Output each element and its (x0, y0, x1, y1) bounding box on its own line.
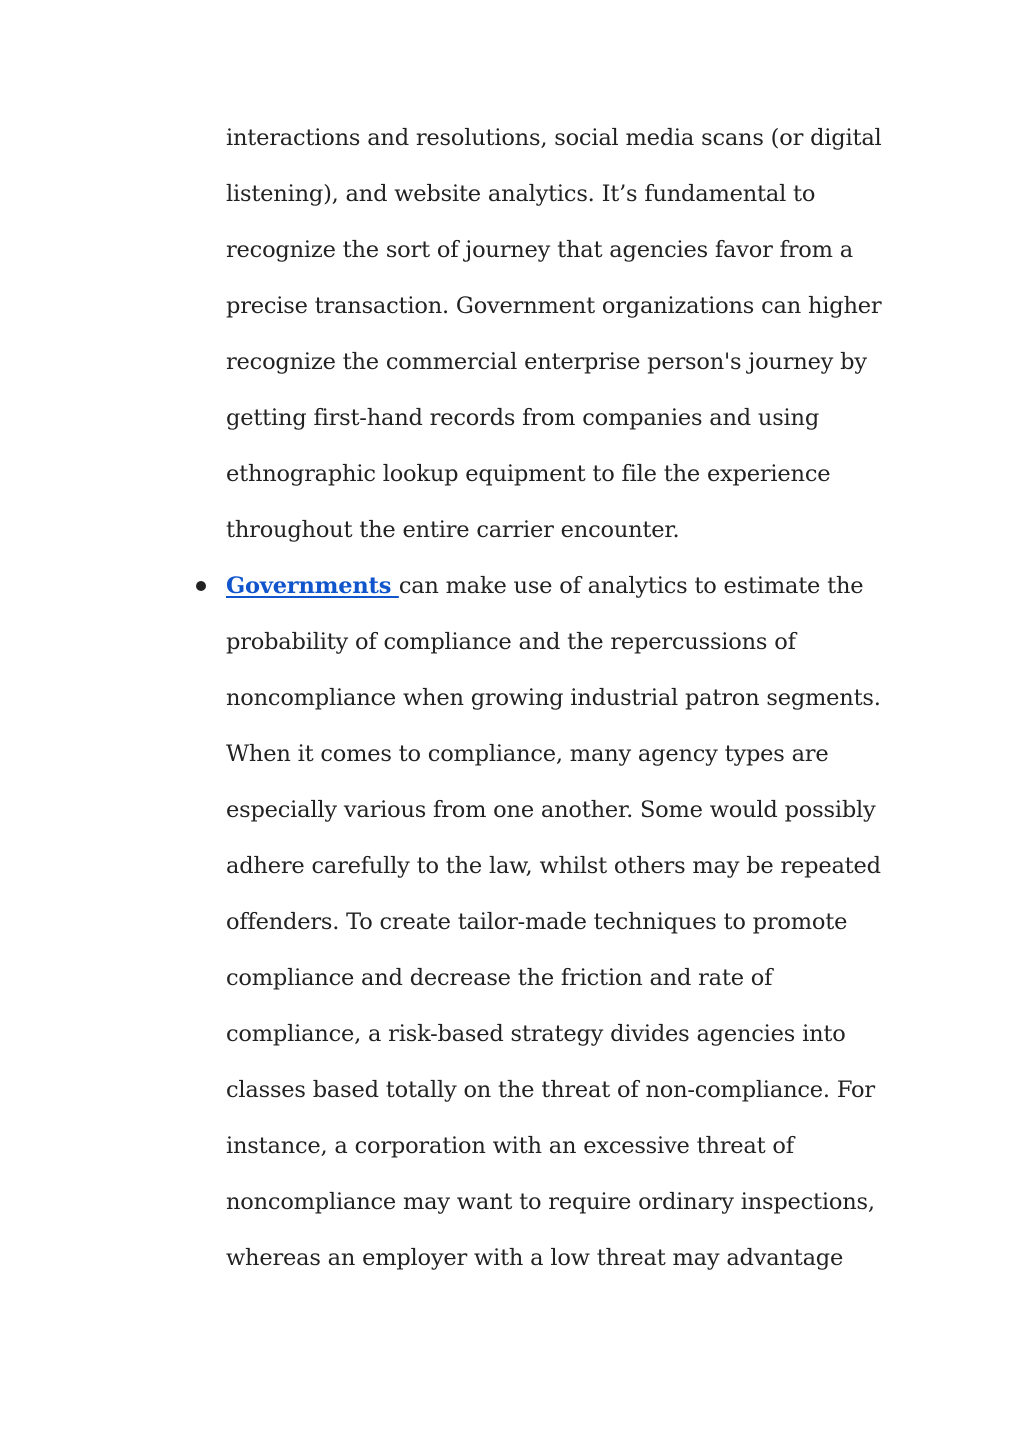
text-line: compliance and decrease the friction and rate of (226, 965, 773, 991)
bullet-point-icon (196, 581, 206, 591)
text-line: adhere carefully to the law, whilst others may be repeated (226, 853, 881, 879)
governments-link[interactable]: Governments (226, 573, 399, 599)
bullet-item-governments (226, 558, 906, 1286)
text-line: interactions and resolutions, social media scans (or digital (226, 125, 882, 151)
text-line: When it comes to compliance, many agency types are (226, 741, 829, 767)
text-line: offenders. To create tailor-made techniques to promote (226, 909, 848, 935)
text-line: precise transaction. Government organizations can higher (226, 293, 882, 319)
text-line: listening), and website analytics. It’s fundamental to (226, 181, 816, 207)
text-line: instance, a corporation with an excessive threat of (226, 1133, 794, 1159)
text-line: noncompliance may want to require ordinary inspections, (226, 1189, 875, 1215)
text-line: recognize the commercial enterprise person's journey by (226, 349, 867, 375)
text-line: classes based totally on the threat of non-compliance. For (226, 1077, 875, 1103)
text-line: ethnographic lookup equipment to file the experience (226, 461, 831, 487)
text-line: especially various from one another. Some would possibly (226, 797, 876, 823)
paragraph-continuation (226, 110, 906, 558)
text-line: recognize the sort of journey that agencies favor from a (226, 237, 853, 263)
text-line: probability of compliance and the repercussions of (226, 629, 796, 655)
text-line: getting first-hand records from companies and using (226, 405, 820, 431)
text-line: noncompliance when growing industrial patron segments. (226, 685, 881, 711)
text-line: whereas an employer with a low threat may advantage (226, 1245, 844, 1271)
text-line: compliance, a risk-based strategy divides agencies into (226, 1021, 846, 1047)
text-segment: can make use of analytics to estimate the (398, 573, 864, 599)
text-line (226, 558, 906, 614)
text-line: throughout the entire carrier encounter. (226, 517, 680, 543)
